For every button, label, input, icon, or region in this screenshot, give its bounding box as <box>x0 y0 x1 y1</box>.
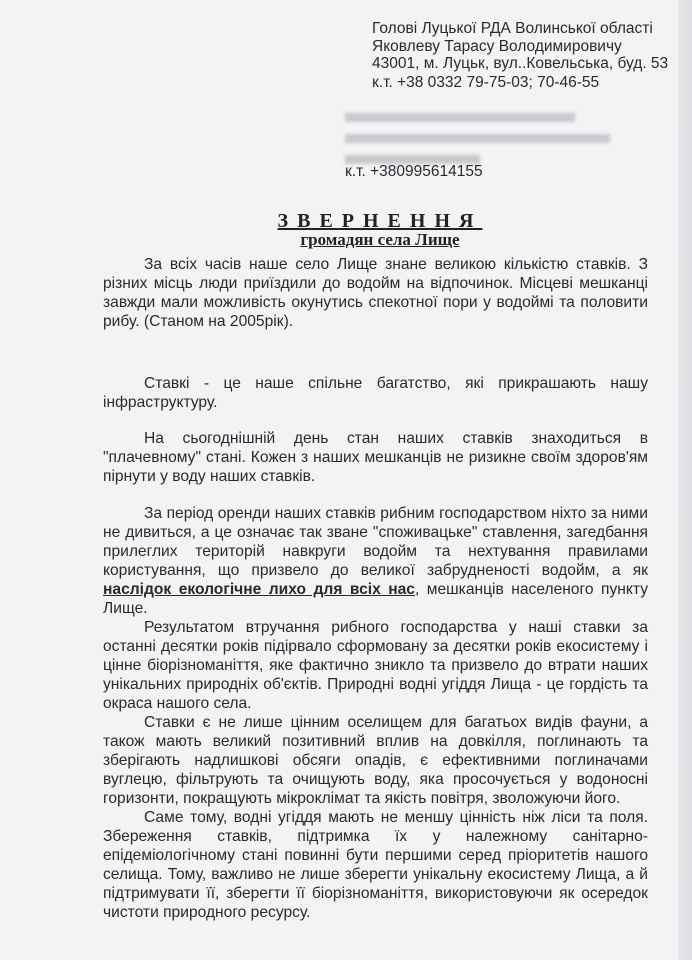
paragraph-line: Ставки є не лише цінним оселищем для багатьох видів фауни, а <box>144 714 648 731</box>
paragraph-line: На сьогоднішній день стан наших ставків знаходиться в <box>144 430 648 447</box>
emphasized-text: наслідок екологічне лихо для всіх нас <box>103 581 415 598</box>
paragraph-line: рибу. (Станом на 2005рік). <box>103 313 294 330</box>
paragraph-line: зберігають надлишкові обсяги опадів, є ефективними поглиначами <box>103 752 648 769</box>
paragraph-line: підтримувати її, зберегти її біорізноманіття, використовуючи як осередок <box>103 885 648 902</box>
addressee-line: к.т. +38 0332 79-75-03; 70-46-55 <box>372 73 600 91</box>
addressee-line: 43001, м. Луцьк, вул..Ковельська, буд. 53 <box>372 55 669 72</box>
paragraph-line: останні десятки років підірвало сформовану за десятки років екосистему і <box>103 638 648 655</box>
paragraph <box>103 618 648 713</box>
document-subtitle: громадян села Лище <box>300 230 460 249</box>
paragraph <box>103 429 648 486</box>
paragraph-line: завжди мали можливість окунутись спекотної пори у водоймі та половити <box>103 294 648 311</box>
paragraph-line: користування, що призвело до великої забрудненості водойм, а як <box>103 562 648 579</box>
paragraph-line: Збереження ставків, підтримка їх у належному санітарно- <box>103 828 648 845</box>
paragraph-line: унікальних природніх об'єктів. Природні водні угіддя Лища - це гордість та <box>103 676 648 693</box>
paragraph-line: Результатом втручання рибного господарства у наші ставки за <box>144 619 648 636</box>
paragraph <box>103 808 648 922</box>
paragraph-line: не дивиться, а це означає так зване "споживацьке" ставлення, загедбання <box>103 524 648 541</box>
paragraph <box>103 713 648 808</box>
paragraph-line: вуглецю, фільтрують та очищують воду, яка просочується у водоносні <box>103 771 648 788</box>
paragraph-line: селища. Тому, важливо не лише зберегти унікальну екосистему Лища, а й <box>103 866 648 883</box>
paragraph-line: пірнути у воду наших ставків. <box>103 468 316 485</box>
paragraph-line: горизонти, покращують мікроклімат та якість повітря, зволожуючи його. <box>103 790 621 807</box>
paragraph-line: різних місць люди приїздили до водойм на відпочинок. Місцеві мешканці <box>103 275 648 292</box>
paragraph-line: Лище. <box>103 600 148 617</box>
paragraph-line: епідеміологічному стані повинні бути першими серед пріоритетів нашого <box>103 847 648 864</box>
paragraph-line: За період оренди наших ставків рибним господарством ніхто за ними <box>144 505 648 522</box>
paragraph <box>103 374 648 412</box>
paragraph-line: чистоти природного ресурсу. <box>103 904 311 921</box>
paragraph-line: "плачевному" стані. Кожен з наших мешканців не ризикне своїм здоров'ям <box>103 449 648 466</box>
text-segment: , мешканців населеного пункту <box>414 581 648 598</box>
addressee-block <box>372 20 668 91</box>
scan-edge <box>678 0 692 960</box>
paragraph-line: За всіх часів наше село Лище знане великою кількістю ставків. З <box>144 256 648 273</box>
paragraph-line: окраса нашого села. <box>103 695 252 712</box>
sender-phone: к.т. +380995614155 <box>345 163 483 180</box>
document-title: ЗВЕРНЕННЯ <box>277 210 483 232</box>
paragraph-line: Ставкі - це наше спільне багатство, які прикрашають нашу <box>144 375 648 392</box>
paragraph-line: інфраструктуру. <box>103 394 218 411</box>
paragraph <box>103 504 648 618</box>
paragraph-line: цінне біорізноманіття, яке фактично зникло та призвело до втрати наших <box>103 657 648 674</box>
paragraph-line <box>103 580 648 599</box>
paragraph <box>103 255 648 331</box>
addressee-line: Голові Луцької РДА Волинської області <box>372 20 653 37</box>
paragraph-line: також мають великий позитивний вплив на довкілля, поглинають та <box>103 733 648 750</box>
addressee-line: Яковлеву Тарасу Володимировичу <box>372 37 622 55</box>
paragraph-line: Саме тому, водні угіддя мають не меншу цінність ніж ліси та поля. <box>144 809 648 826</box>
paragraph-line: прилеглих територій навкруги водойм та нехтування правилами <box>103 543 648 560</box>
